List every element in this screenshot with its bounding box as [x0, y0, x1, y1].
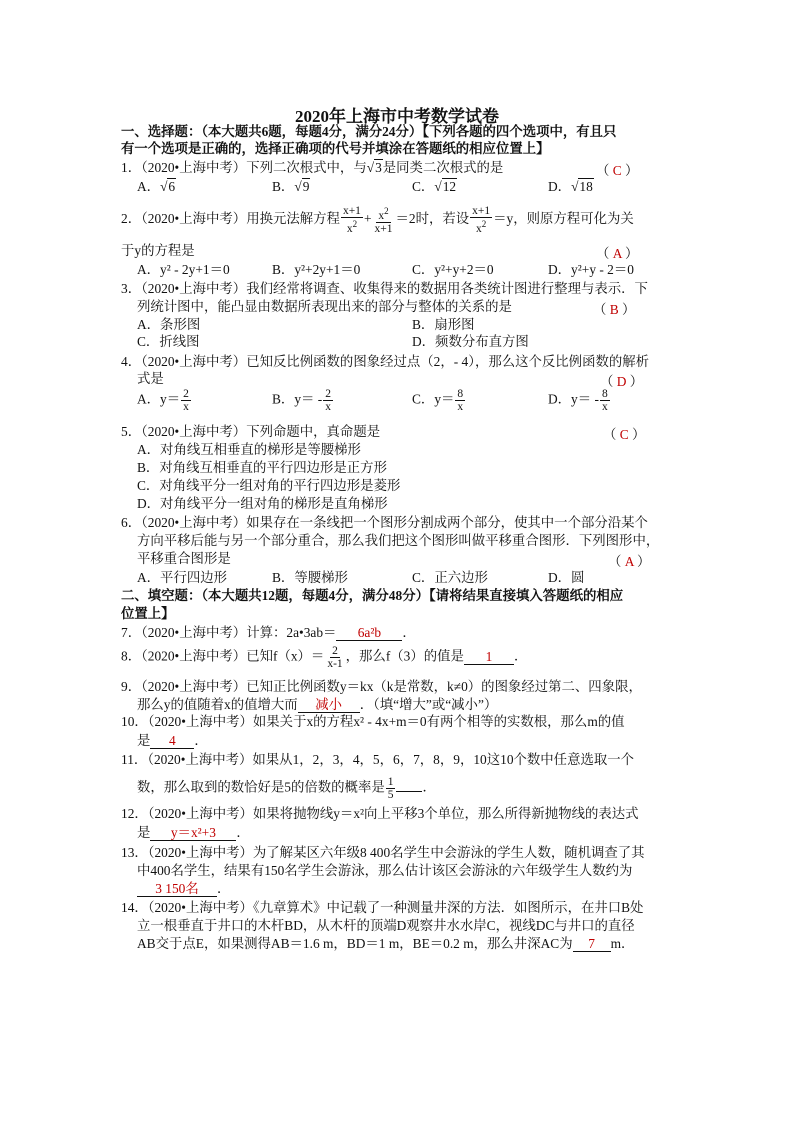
q3-answer: （ B ） [593, 302, 636, 317]
q4-option-b: B．y＝ - $\frac{2}{x}$ [272, 388, 331, 413]
q6-option-b: B．等腰梯形 [272, 570, 348, 585]
q3-option-b: B．扇形图 [412, 317, 475, 332]
q1-option-b: B．√9 [272, 179, 310, 194]
q13-line1: 13．（2020•上海中考）为了解某区六年级8 400名学生中会游泳的学生人数，随机调查了其 [121, 845, 645, 860]
q1-option-d: D．√18 [548, 179, 593, 194]
q1-option-c: C．√12 [412, 179, 457, 194]
q2-stem: 2．（2020•上海中考）用换元法解方程 $\frac{x+1}{x^2}$ + $\frac{x^2}{x+1}$ ＝2时，若设 $\frac{x+1}{x^2}$ ＝y，则原方程可化为关 [121, 205, 634, 235]
q8-answer: 1 [464, 650, 514, 665]
q4-option-a: A．y＝ $\frac{2}{x}$ [137, 388, 189, 413]
q11-answer: $\frac{1}{5}$ [387, 776, 394, 801]
q2-option-d: D．y²+y - 2＝0 [548, 262, 634, 277]
q6-stem-line1: 6．（2020•上海中考）如果存在一条线把一个图形分割成两个部分，使其中一个部分沿某个 [121, 515, 648, 530]
q6-option-a: A．平行四边形 [137, 570, 228, 585]
q1-option-a: A．√6 [137, 179, 176, 194]
q3-option-d: D．频数分布直方图 [412, 334, 529, 349]
fraction: $\frac{x^2}{x+1}$ [374, 206, 393, 235]
q2-answer: （ A ） [596, 246, 639, 261]
q6-stem-line3: 平移重合图形是 [137, 551, 231, 566]
fraction: $\frac{2}{x-1}$ [327, 645, 343, 670]
q8: 8．（2020•上海中考）已知f（x）＝ $\frac{2}{x-1}$ ，那么f（3）的值是 1 ． [121, 645, 528, 670]
q12-line2: 是 y＝x²+3 ． [137, 825, 250, 840]
q2-option-a: A．y² - 2y+1＝0 [137, 262, 230, 277]
fraction: $\frac{x+1}{x^2}$ [342, 205, 361, 235]
q10-answer: 4 [150, 734, 194, 749]
sqrt-symbol: √3 [366, 160, 382, 175]
q11-line2: 数，那么取到的数恰好是5的倍数的概率是 $\frac{1}{5}$ ． [137, 776, 436, 801]
q7: 7．（2020•上海中考）计算：2a•3ab＝ 6a²b ． [121, 625, 416, 640]
q3-stem-line1: 3．（2020•上海中考）我们经常将调查、收集得来的数据用各类统计图进行整理与表示．下 [121, 281, 648, 296]
q6-stem-line2: 方向平移后能与另一个部分重合，那么我们把这个图形叫做平移重合图形．下列图形中， [137, 533, 660, 548]
q3-stem-line2: 列统计图中，能凸显由数据所表现出来的部分与整体的关系的是 [137, 299, 512, 314]
page-title: 2020年上海市中考数学试卷 [295, 107, 499, 126]
q5-stem: 5．（2020•上海中考）下列命题中，真命题是 [121, 424, 381, 439]
q12-answer: y＝x²+3 [150, 826, 236, 841]
q14-line3: AB交于点E，如果测得AB＝1.6 m，BD＝1 m，BE＝0.2 m，那么井深AC为 7 m． [137, 936, 635, 951]
q4-stem-line1: 4．（2020•上海中考）已知反比例函数的图象经过点（2，- 4），那么这个反比例函数的解析 [121, 354, 650, 369]
q5-option-a: A．对角线互相垂直的梯形是等腰梯形 [137, 442, 361, 457]
q12-line1: 12．（2020•上海中考）如果将抛物线y＝x²向上平移3个单位，那么所得新抛物线的表达式 [121, 806, 639, 821]
fraction: $\frac{x+1}{x^2}$ [472, 205, 491, 235]
q14-answer: 7 [573, 937, 611, 952]
q1-stem: 1．（2020•上海中考）下列二次根式中，与√3是同类二次根式的是 [121, 160, 504, 175]
q3-option-a: A．条形图 [137, 317, 201, 332]
q6-option-c: C．正六边形 [412, 570, 488, 585]
section1-header-line1: 一、选择题：（本大题共6题，每题4分，满分24分）【下列各题的四个选项中，有且只 [121, 124, 617, 139]
q14-line2: 立一根垂直于井口的木杆BD，从木杆的顶端D观察井水水岸C，视线DC与井口的直径 [137, 918, 635, 933]
section1-header-line2: 有一个选项是正确的，选择正确项的代号并填涂在答题纸的相应位置上】 [121, 141, 550, 156]
q10-line1: 10．（2020•上海中考）如果关于x的方程x² - 4x+m＝0有两个相等的实数根，那么m的值 [121, 714, 625, 729]
q4-option-d: D．y＝ - $\frac{8}{x}$ [548, 388, 608, 413]
q1-answer: （ C ） [596, 163, 639, 178]
q6-option-d: D．圆 [548, 570, 585, 585]
q2-option-b: B．y²+2y+1＝0 [272, 262, 361, 277]
q2-stem-line2: 于y的方程是 [121, 243, 195, 258]
q7-answer: 6a²b [336, 626, 402, 641]
q4-stem-line2: 式是 [137, 371, 164, 386]
q9-line1: 9．（2020•上海中考）已知正比例函数y＝kx（k是常数，k≠0）的图象经过第二、四象限， [121, 679, 642, 694]
q10-line2: 是 4 ． [137, 733, 208, 748]
section2-header-line1: 二、填空题：（本大题共12题，每题4分，满分48分）【请将结果直接填入答题纸的相应 [121, 588, 624, 603]
q5-option-c: C．对角线平分一组对角的平行四边形是菱形 [137, 478, 401, 493]
q5-option-b: B．对角线互相垂直的平行四边形是正方形 [137, 460, 387, 475]
section2-header-line2: 位置上】 [121, 606, 175, 621]
q13-answer: 3 150名 [137, 882, 217, 897]
q2-option-c: C．y²+y+2＝0 [412, 262, 494, 277]
q3-option-c: C．折线图 [137, 334, 200, 349]
q4-answer: （ D ） [600, 374, 644, 389]
q14-line1: 14．（2020•上海中考）《九章算术》中记载了一种测量井深的方法．如图所示，在井口B处 [121, 900, 644, 915]
q11-line1: 11．（2020•上海中考）如果从1，2，3，4，5，6，7，8，9，10这10个数中任意选取一个 [121, 752, 635, 767]
q9-answer: 减小 [298, 698, 360, 713]
q13-line3: 3 150名 ． [137, 881, 230, 897]
q9-line2: 那么y的值随着x的值增大而 减小 ．（填“增大”或“减小”） [137, 697, 498, 712]
q5-option-d: D．对角线平分一组对角的梯形是直角梯形 [137, 496, 388, 511]
q13-line2: 中400名学生，结果有150名学生会游泳，那么估计该区会游泳的六年级学生人数约为 [137, 863, 633, 878]
q6-answer: （ A ） [608, 554, 651, 569]
q4-option-c: C．y＝ $\frac{8}{x}$ [412, 388, 464, 413]
q5-answer: （ C ） [603, 427, 646, 442]
